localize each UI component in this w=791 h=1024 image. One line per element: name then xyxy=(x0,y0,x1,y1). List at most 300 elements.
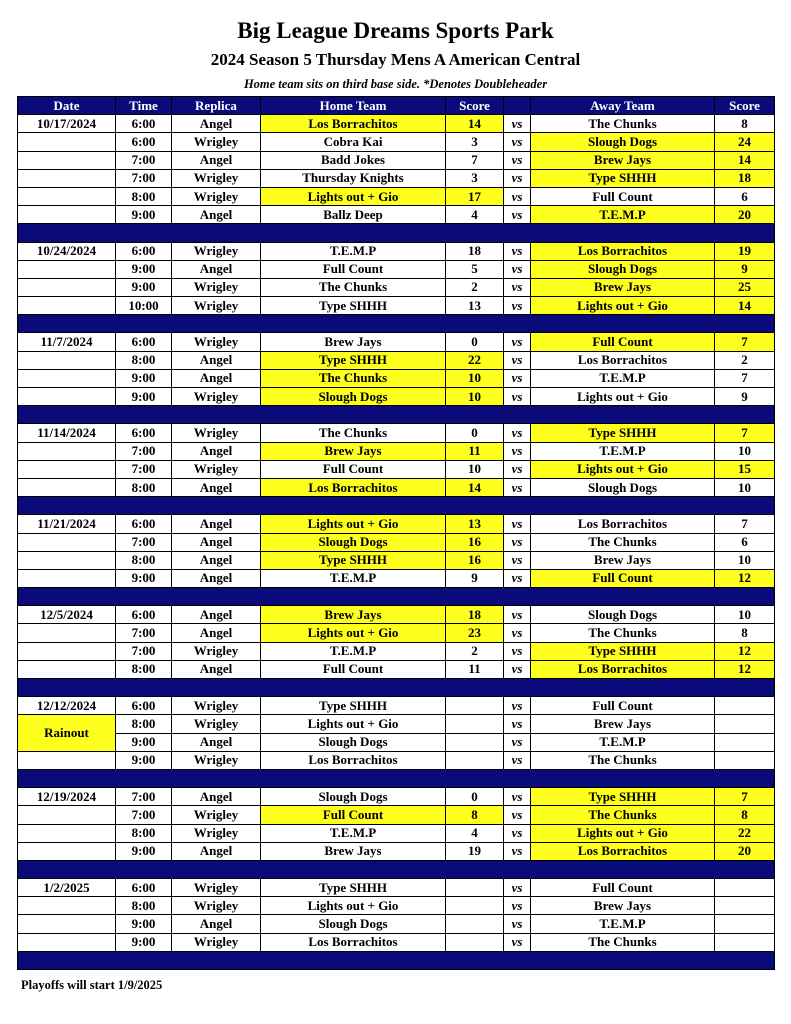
table-row xyxy=(18,115,775,133)
date-cell: 1/2/2025 xyxy=(18,879,116,897)
week-separator xyxy=(18,406,775,424)
home-score-cell: 7 xyxy=(446,151,504,169)
away-score-cell: 7 xyxy=(715,788,775,806)
vs-cell: vs xyxy=(504,879,531,897)
home-team-cell: The Chunks xyxy=(261,278,446,296)
home-score-cell: 10 xyxy=(446,388,504,406)
replica-cell: Angel xyxy=(172,915,261,933)
away-score-cell: 22 xyxy=(715,824,775,842)
home-score-cell: 18 xyxy=(446,242,504,260)
date-cell xyxy=(18,842,116,860)
away-team-cell: Slough Dogs xyxy=(531,260,715,278)
table-row xyxy=(18,806,775,824)
away-team-cell: The Chunks xyxy=(531,933,715,951)
home-team-cell: Brew Jays xyxy=(261,442,446,460)
col-header-replica: Replica xyxy=(172,97,261,115)
away-team-cell: Los Borrachitos xyxy=(531,660,715,678)
home-score-cell: 3 xyxy=(446,169,504,187)
home-team-cell: T.E.M.P xyxy=(261,824,446,842)
away-team-cell: The Chunks xyxy=(531,533,715,551)
header-note: Home team sits on third base side. *Denotes Doubleheader xyxy=(243,77,548,91)
home-score-cell: 16 xyxy=(446,551,504,569)
home-score-cell: 5 xyxy=(446,260,504,278)
home-score-cell: 10 xyxy=(446,460,504,478)
home-score-cell: 4 xyxy=(446,206,504,224)
away-score-cell: 19 xyxy=(715,242,775,260)
vs-cell: vs xyxy=(504,351,531,369)
replica-cell: Angel xyxy=(172,478,261,496)
date-cell xyxy=(18,642,116,660)
table-row xyxy=(18,297,775,315)
time-cell: 7:00 xyxy=(116,788,172,806)
away-team-cell: Slough Dogs xyxy=(531,478,715,496)
date-cell xyxy=(18,624,116,642)
home-team-cell: Slough Dogs xyxy=(261,533,446,551)
home-score-cell: 9 xyxy=(446,569,504,587)
replica-cell: Angel xyxy=(172,733,261,751)
home-score-cell xyxy=(446,915,504,933)
time-cell: 9:00 xyxy=(116,842,172,860)
table-row xyxy=(18,624,775,642)
home-team-cell: Slough Dogs xyxy=(261,388,446,406)
table-row xyxy=(18,642,775,660)
time-cell: 8:00 xyxy=(116,660,172,678)
away-team-cell: Slough Dogs xyxy=(531,606,715,624)
time-cell: 6:00 xyxy=(116,697,172,715)
separator-cell xyxy=(18,679,775,697)
page-title: Big League Dreams Sports Park xyxy=(237,18,554,43)
away-team-cell: Lights out + Gio xyxy=(531,388,715,406)
col-header-home-score: Score xyxy=(446,97,504,115)
date-cell xyxy=(18,169,116,187)
replica-cell: Angel xyxy=(172,569,261,587)
time-cell: 6:00 xyxy=(116,515,172,533)
home-score-cell: 19 xyxy=(446,842,504,860)
home-score-cell: 10 xyxy=(446,369,504,387)
vs-cell: vs xyxy=(504,151,531,169)
away-team-cell: Los Borrachitos xyxy=(531,351,715,369)
home-team-cell: Brew Jays xyxy=(261,606,446,624)
table-row xyxy=(18,533,775,551)
time-cell: 8:00 xyxy=(116,715,172,733)
col-header-time: Time xyxy=(116,97,172,115)
replica-cell: Wrigley xyxy=(172,460,261,478)
time-cell: 9:00 xyxy=(116,369,172,387)
date-cell xyxy=(18,133,116,151)
date-cell xyxy=(18,206,116,224)
away-team-cell: The Chunks xyxy=(531,806,715,824)
home-team-cell: T.E.M.P xyxy=(261,242,446,260)
away-team-cell: Slough Dogs xyxy=(531,133,715,151)
replica-cell: Angel xyxy=(172,115,261,133)
date-cell xyxy=(18,187,116,205)
table-row xyxy=(18,187,775,205)
date-cell: 12/12/2024 xyxy=(18,697,116,715)
home-team-cell: Lights out + Gio xyxy=(261,897,446,915)
schedule-body xyxy=(18,115,775,970)
replica-cell: Angel xyxy=(172,206,261,224)
away-score-cell: 20 xyxy=(715,206,775,224)
home-team-cell: Full Count xyxy=(261,460,446,478)
replica-cell: Wrigley xyxy=(172,933,261,951)
replica-cell: Wrigley xyxy=(172,133,261,151)
home-team-cell: Ballz Deep xyxy=(261,206,446,224)
table-row xyxy=(18,442,775,460)
vs-cell: vs xyxy=(504,460,531,478)
away-score-cell: 9 xyxy=(715,388,775,406)
date-cell: 10/17/2024 xyxy=(18,115,116,133)
vs-cell: vs xyxy=(504,660,531,678)
date-cell: 10/24/2024 xyxy=(18,242,116,260)
table-row xyxy=(18,242,775,260)
table-row xyxy=(18,515,775,533)
time-cell: 8:00 xyxy=(116,478,172,496)
home-score-cell: 2 xyxy=(446,642,504,660)
away-team-cell: Full Count xyxy=(531,569,715,587)
replica-cell: Angel xyxy=(172,788,261,806)
away-score-cell: 8 xyxy=(715,806,775,824)
replica-cell: Wrigley xyxy=(172,751,261,769)
home-score-cell: 11 xyxy=(446,442,504,460)
replica-cell: Angel xyxy=(172,369,261,387)
vs-cell: vs xyxy=(504,424,531,442)
away-team-cell: Brew Jays xyxy=(531,897,715,915)
date-cell xyxy=(18,151,116,169)
away-score-cell: 6 xyxy=(715,533,775,551)
time-cell: 8:00 xyxy=(116,897,172,915)
separator-cell xyxy=(18,406,775,424)
away-team-cell: Type SHHH xyxy=(531,788,715,806)
week-separator xyxy=(18,588,775,606)
away-team-cell: The Chunks xyxy=(531,624,715,642)
home-team-cell: The Chunks xyxy=(261,369,446,387)
vs-cell: vs xyxy=(504,715,531,733)
away-team-cell: Brew Jays xyxy=(531,715,715,733)
away-score-cell xyxy=(715,933,775,951)
date-cell: 11/14/2024 xyxy=(18,424,116,442)
time-cell: 7:00 xyxy=(116,169,172,187)
away-score-cell: 18 xyxy=(715,169,775,187)
home-score-cell: 23 xyxy=(446,624,504,642)
away-score-cell: 10 xyxy=(715,606,775,624)
separator-cell xyxy=(18,951,775,969)
table-row xyxy=(18,842,775,860)
date-cell xyxy=(18,351,116,369)
away-score-cell: 24 xyxy=(715,133,775,151)
home-score-cell: 13 xyxy=(446,297,504,315)
replica-cell: Wrigley xyxy=(172,715,261,733)
away-team-cell: T.E.M.P xyxy=(531,206,715,224)
table-row xyxy=(18,278,775,296)
vs-cell: vs xyxy=(504,569,531,587)
replica-cell: Angel xyxy=(172,624,261,642)
away-score-cell xyxy=(715,897,775,915)
time-cell: 9:00 xyxy=(116,260,172,278)
date-cell xyxy=(18,260,116,278)
vs-cell: vs xyxy=(504,260,531,278)
time-cell: 7:00 xyxy=(116,442,172,460)
replica-cell: Wrigley xyxy=(172,388,261,406)
date-cell: 12/5/2024 xyxy=(18,606,116,624)
time-cell: 7:00 xyxy=(116,624,172,642)
time-cell: 9:00 xyxy=(116,933,172,951)
away-score-cell: 7 xyxy=(715,424,775,442)
separator-cell xyxy=(18,769,775,787)
table-row xyxy=(18,260,775,278)
date-cell xyxy=(18,660,116,678)
away-score-cell: 2 xyxy=(715,351,775,369)
vs-cell: vs xyxy=(504,915,531,933)
home-score-cell: 2 xyxy=(446,278,504,296)
away-score-cell: 9 xyxy=(715,260,775,278)
week-separator xyxy=(18,679,775,697)
replica-cell: Wrigley xyxy=(172,242,261,260)
replica-cell: Angel xyxy=(172,660,261,678)
time-cell: 6:00 xyxy=(116,242,172,260)
time-cell: 6:00 xyxy=(116,333,172,351)
away-team-cell: T.E.M.P xyxy=(531,733,715,751)
date-cell xyxy=(18,297,116,315)
time-cell: 6:00 xyxy=(116,424,172,442)
time-cell: 7:00 xyxy=(116,533,172,551)
time-cell: 9:00 xyxy=(116,206,172,224)
time-cell: 6:00 xyxy=(116,133,172,151)
vs-cell: vs xyxy=(504,624,531,642)
away-team-cell: Type SHHH xyxy=(531,642,715,660)
vs-cell: vs xyxy=(504,788,531,806)
time-cell: 6:00 xyxy=(116,606,172,624)
home-score-cell: 0 xyxy=(446,333,504,351)
vs-cell: vs xyxy=(504,278,531,296)
table-row xyxy=(18,897,775,915)
home-team-cell: Full Count xyxy=(261,806,446,824)
vs-cell: vs xyxy=(504,933,531,951)
home-team-cell: Cobra Kai xyxy=(261,133,446,151)
time-cell: 8:00 xyxy=(116,351,172,369)
date-cell xyxy=(18,751,116,769)
vs-cell: vs xyxy=(504,806,531,824)
home-team-cell: Los Borrachitos xyxy=(261,933,446,951)
home-team-cell: Slough Dogs xyxy=(261,788,446,806)
home-score-cell: 22 xyxy=(446,351,504,369)
home-team-cell: Type SHHH xyxy=(261,879,446,897)
col-header-vs xyxy=(504,97,531,115)
week-separator xyxy=(18,315,775,333)
away-score-cell xyxy=(715,879,775,897)
vs-cell: vs xyxy=(504,642,531,660)
table-row xyxy=(18,460,775,478)
week-separator xyxy=(18,769,775,787)
home-team-cell: Lights out + Gio xyxy=(261,187,446,205)
away-team-cell: Los Borrachitos xyxy=(531,842,715,860)
replica-cell: Wrigley xyxy=(172,424,261,442)
home-score-cell: 0 xyxy=(446,424,504,442)
date-cell xyxy=(18,897,116,915)
home-score-cell: 14 xyxy=(446,115,504,133)
home-score-cell xyxy=(446,897,504,915)
away-team-cell: T.E.M.P xyxy=(531,915,715,933)
table-row xyxy=(18,333,775,351)
home-score-cell xyxy=(446,751,504,769)
home-team-cell: Full Count xyxy=(261,660,446,678)
replica-cell: Angel xyxy=(172,551,261,569)
time-cell: 9:00 xyxy=(116,569,172,587)
home-score-cell xyxy=(446,879,504,897)
away-score-cell: 8 xyxy=(715,624,775,642)
away-score-cell: 6 xyxy=(715,187,775,205)
week-separator xyxy=(18,860,775,878)
separator-cell xyxy=(18,315,775,333)
time-cell: 9:00 xyxy=(116,388,172,406)
away-score-cell: 7 xyxy=(715,333,775,351)
away-team-cell: Los Borrachitos xyxy=(531,515,715,533)
away-team-cell: The Chunks xyxy=(531,115,715,133)
away-score-cell xyxy=(715,715,775,733)
vs-cell: vs xyxy=(504,606,531,624)
home-score-cell xyxy=(446,733,504,751)
replica-cell: Angel xyxy=(172,533,261,551)
home-team-cell: T.E.M.P xyxy=(261,569,446,587)
date-cell xyxy=(18,442,116,460)
away-team-cell: The Chunks xyxy=(531,751,715,769)
time-cell: 10:00 xyxy=(116,297,172,315)
home-team-cell: Full Count xyxy=(261,260,446,278)
replica-cell: Wrigley xyxy=(172,333,261,351)
vs-cell: vs xyxy=(504,187,531,205)
away-team-cell: Brew Jays xyxy=(531,551,715,569)
replica-cell: Wrigley xyxy=(172,897,261,915)
date-cell xyxy=(18,933,116,951)
away-score-cell: 10 xyxy=(715,478,775,496)
vs-cell: vs xyxy=(504,388,531,406)
replica-cell: Wrigley xyxy=(172,169,261,187)
vs-cell: vs xyxy=(504,206,531,224)
table-row xyxy=(18,151,775,169)
home-score-cell: 0 xyxy=(446,788,504,806)
away-score-cell: 10 xyxy=(715,442,775,460)
home-team-cell: Lights out + Gio xyxy=(261,624,446,642)
week-separator xyxy=(18,951,775,969)
away-score-cell xyxy=(715,733,775,751)
col-header-away-score: Score xyxy=(715,97,775,115)
home-score-cell: 16 xyxy=(446,533,504,551)
vs-cell: vs xyxy=(504,751,531,769)
home-team-cell: Los Borrachitos xyxy=(261,115,446,133)
time-cell: 9:00 xyxy=(116,733,172,751)
away-team-cell: Los Borrachitos xyxy=(531,242,715,260)
time-cell: 8:00 xyxy=(116,187,172,205)
table-row xyxy=(18,351,775,369)
vs-cell: vs xyxy=(504,733,531,751)
away-score-cell xyxy=(715,697,775,715)
home-score-cell xyxy=(446,715,504,733)
table-row xyxy=(18,824,775,842)
date-cell xyxy=(18,478,116,496)
home-team-cell: Brew Jays xyxy=(261,333,446,351)
replica-cell: Angel xyxy=(172,260,261,278)
away-team-cell: T.E.M.P xyxy=(531,369,715,387)
replica-cell: Angel xyxy=(172,842,261,860)
table-row xyxy=(18,133,775,151)
rainout-badge: Rainout xyxy=(18,715,116,751)
vs-cell: vs xyxy=(504,697,531,715)
table-row xyxy=(18,879,775,897)
home-team-cell: Los Borrachitos xyxy=(261,478,446,496)
date-cell xyxy=(18,533,116,551)
week-separator xyxy=(18,224,775,242)
home-team-cell: Brew Jays xyxy=(261,842,446,860)
table-row xyxy=(18,478,775,496)
week-separator xyxy=(18,497,775,515)
home-team-cell: T.E.M.P xyxy=(261,642,446,660)
table-row xyxy=(18,788,775,806)
replica-cell: Wrigley xyxy=(172,824,261,842)
table-header-row xyxy=(18,97,775,115)
time-cell: 7:00 xyxy=(116,460,172,478)
vs-cell: vs xyxy=(504,369,531,387)
home-team-cell: Lights out + Gio xyxy=(261,515,446,533)
away-team-cell: Brew Jays xyxy=(531,151,715,169)
away-team-cell: Lights out + Gio xyxy=(531,297,715,315)
away-score-cell: 7 xyxy=(715,369,775,387)
page-subtitle: 2024 Season 5 Thursday Mens A American Central xyxy=(210,50,581,69)
home-team-cell: The Chunks xyxy=(261,424,446,442)
home-score-cell: 13 xyxy=(446,515,504,533)
away-team-cell: Full Count xyxy=(531,187,715,205)
playoffs-note: Playoffs will start 1/9/2025 xyxy=(21,978,163,992)
replica-cell: Angel xyxy=(172,442,261,460)
vs-cell: vs xyxy=(504,442,531,460)
date-cell xyxy=(18,278,116,296)
col-header-date: Date xyxy=(18,97,116,115)
home-team-cell: Badd Jokes xyxy=(261,151,446,169)
away-score-cell: 7 xyxy=(715,515,775,533)
home-team-cell: Los Borrachitos xyxy=(261,751,446,769)
home-score-cell: 8 xyxy=(446,806,504,824)
home-score-cell xyxy=(446,933,504,951)
replica-cell: Angel xyxy=(172,151,261,169)
home-team-cell: Slough Dogs xyxy=(261,733,446,751)
away-score-cell: 14 xyxy=(715,297,775,315)
away-score-cell: 12 xyxy=(715,569,775,587)
away-score-cell: 14 xyxy=(715,151,775,169)
away-team-cell: Lights out + Gio xyxy=(531,824,715,842)
away-team-cell: Type SHHH xyxy=(531,169,715,187)
vs-cell: vs xyxy=(504,297,531,315)
away-score-cell: 10 xyxy=(715,551,775,569)
away-score-cell: 12 xyxy=(715,660,775,678)
date-cell: 11/21/2024 xyxy=(18,515,116,533)
table-row xyxy=(18,388,775,406)
table-row xyxy=(18,933,775,951)
home-score-cell: 3 xyxy=(446,133,504,151)
separator-cell xyxy=(18,588,775,606)
vs-cell: vs xyxy=(504,115,531,133)
away-score-cell: 15 xyxy=(715,460,775,478)
date-cell xyxy=(18,388,116,406)
replica-cell: Angel xyxy=(172,515,261,533)
time-cell: 8:00 xyxy=(116,824,172,842)
table-row xyxy=(18,697,775,715)
table-row xyxy=(18,715,775,733)
home-team-cell: Type SHHH xyxy=(261,697,446,715)
away-team-cell: Lights out + Gio xyxy=(531,460,715,478)
away-team-cell: Brew Jays xyxy=(531,278,715,296)
away-team-cell: Full Count xyxy=(531,697,715,715)
vs-cell: vs xyxy=(504,824,531,842)
date-cell xyxy=(18,460,116,478)
vs-cell: vs xyxy=(504,897,531,915)
